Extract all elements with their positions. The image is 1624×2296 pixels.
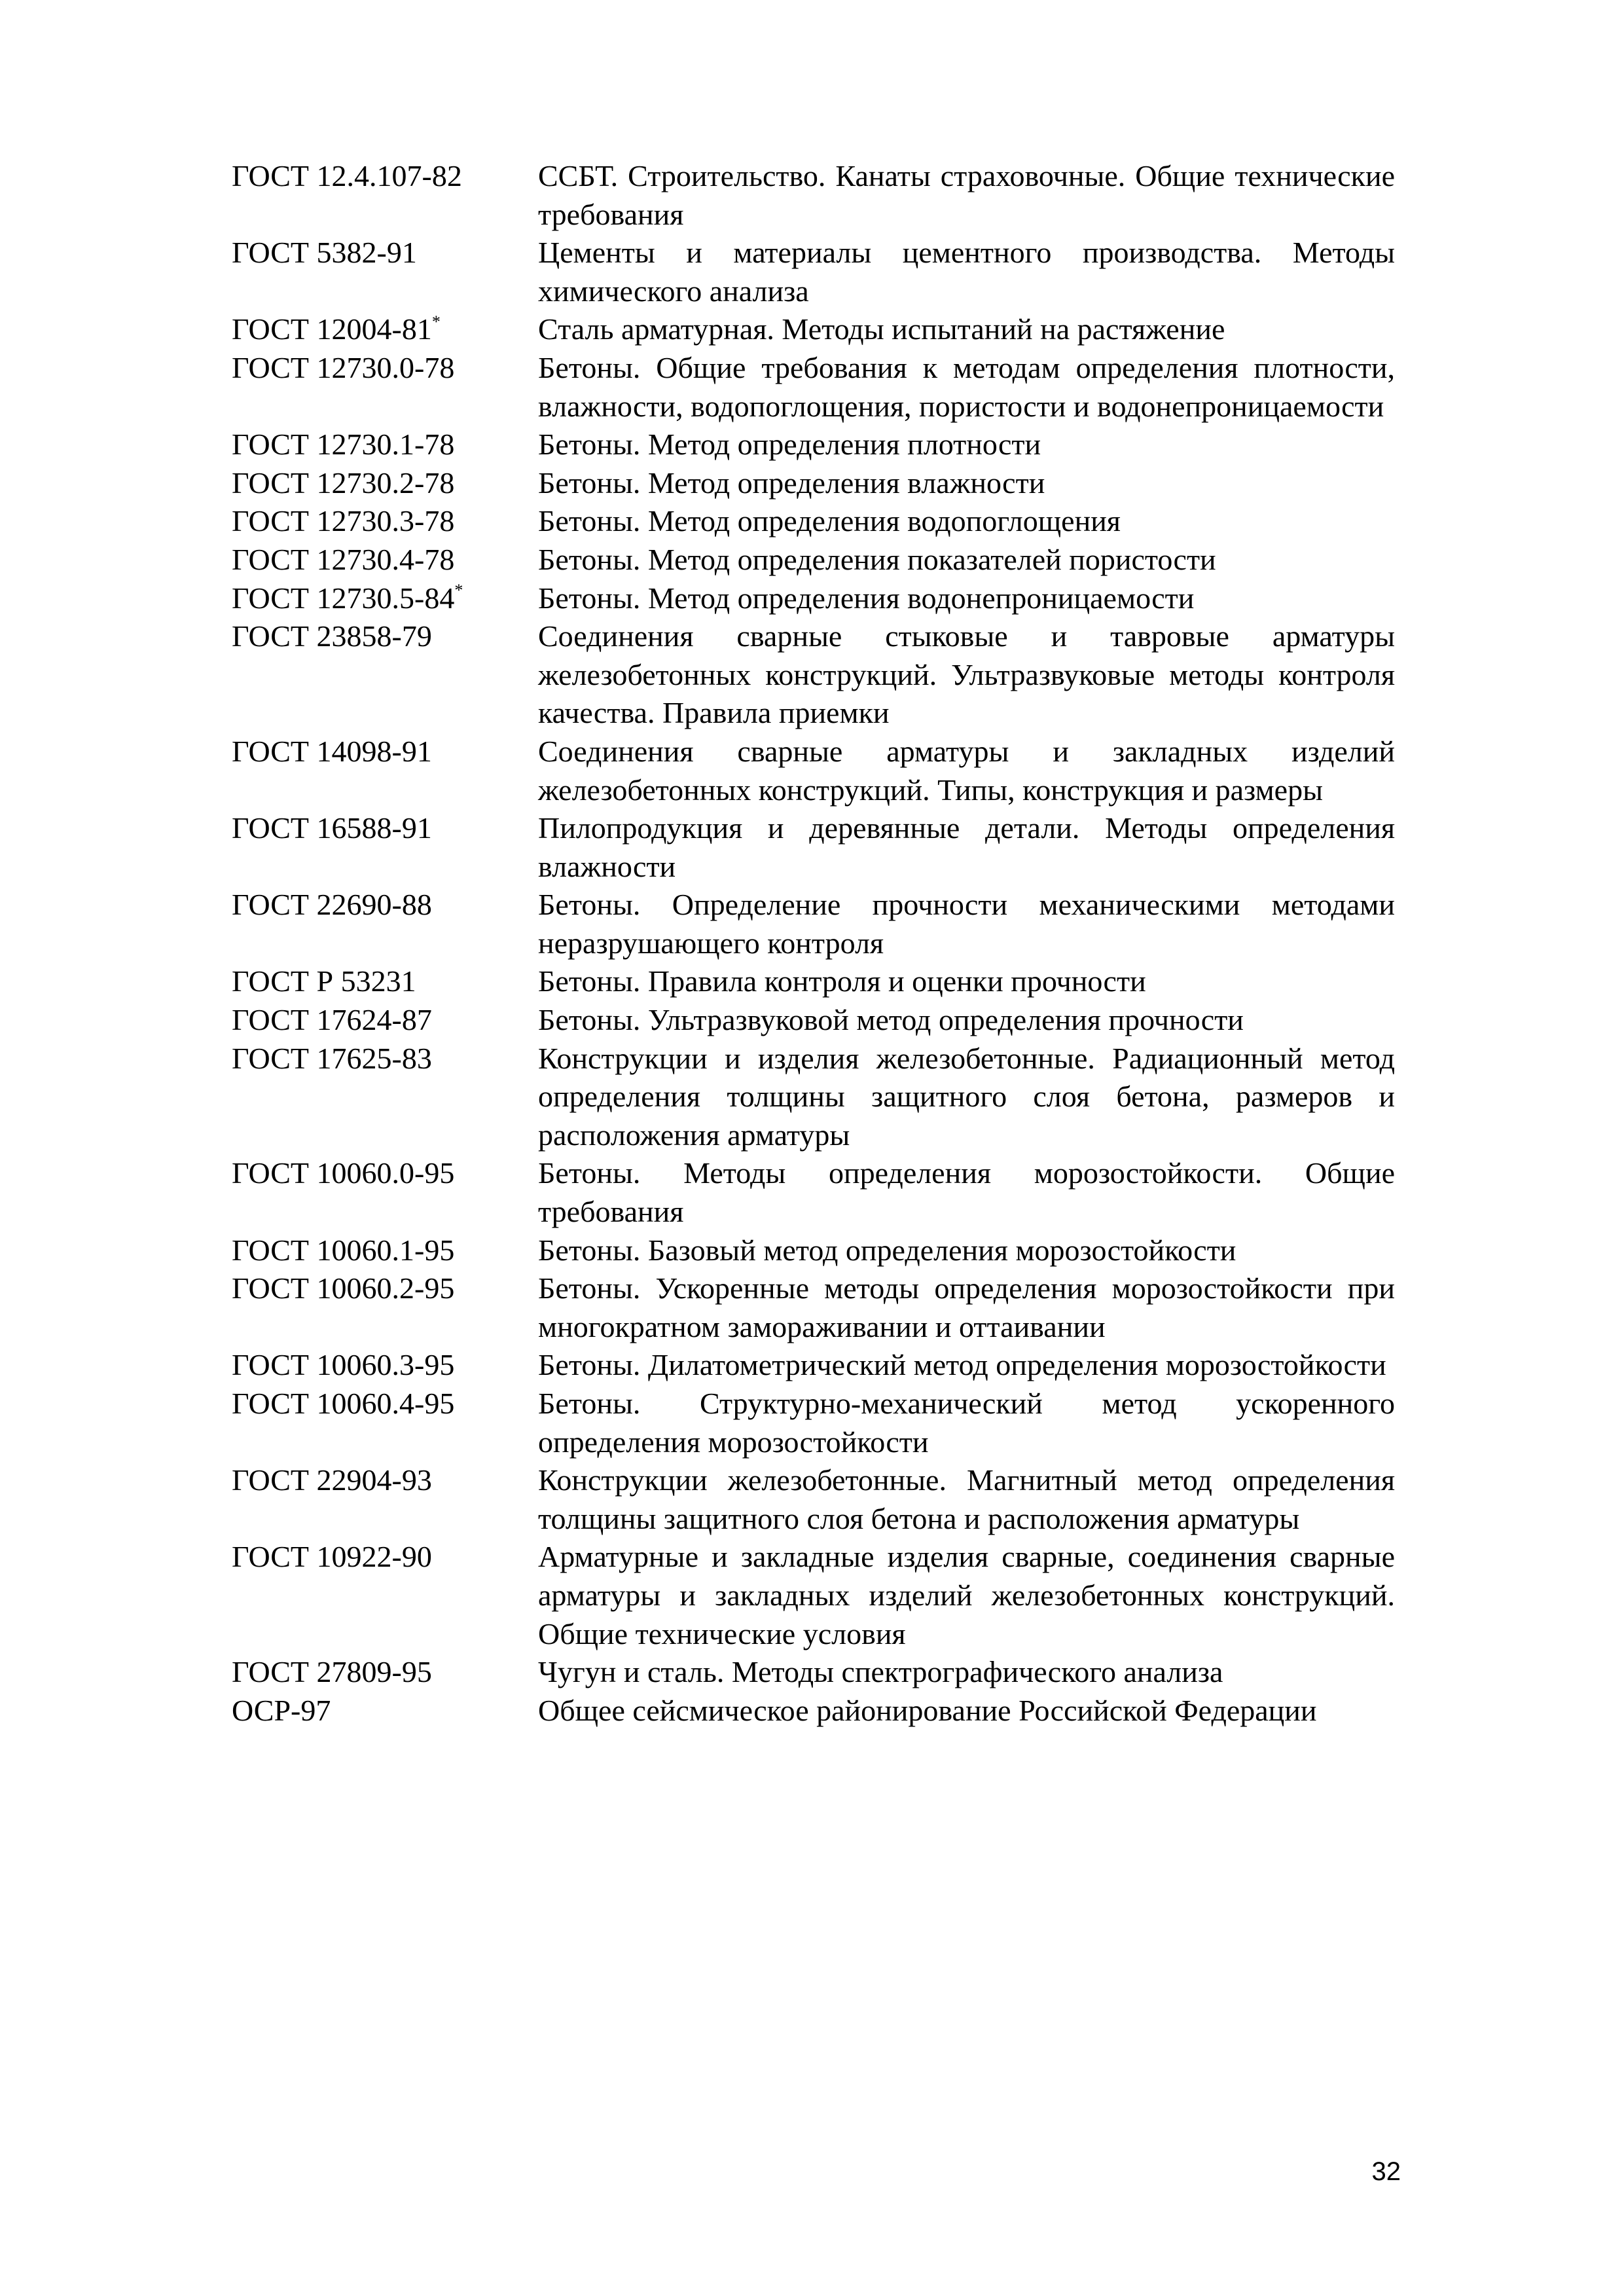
reference-row <box>232 809 1395 886</box>
standard-code-cell <box>232 617 538 733</box>
standard-code-cell <box>232 1154 538 1231</box>
standard-code-cell <box>232 541 538 579</box>
standard-code: ГОСТ 12730.4-78 <box>232 542 455 576</box>
reference-row <box>232 962 1395 1001</box>
reference-row <box>232 541 1395 579</box>
standard-code-cell <box>232 809 538 886</box>
standard-title: Бетоны. Определение прочности механическими методами неразрушающего контроля <box>538 888 1395 960</box>
standard-title: Бетоны. Методы определения морозостойкости. Общие требования <box>538 1156 1395 1229</box>
standard-code-cell <box>232 886 538 962</box>
reference-row <box>232 1001 1395 1040</box>
standard-code: ГОСТ 10060.4-95 <box>232 1387 455 1420</box>
standard-code: ГОСТ 12730.2-78 <box>232 465 455 500</box>
standard-code-cell <box>232 464 538 503</box>
standard-title: Бетоны. Метод определения плотности <box>538 428 1041 462</box>
standard-title: Бетоны. Метод определения показателей пористости <box>538 542 1216 576</box>
standard-title: Общее сейсмическое районирование Российской Федерации <box>538 1693 1317 1727</box>
standard-code: ГОСТ 12.4.107-82 <box>232 159 462 192</box>
standard-code-cell <box>232 579 538 618</box>
standard-code: ГОСТ 22690-88 <box>232 888 432 922</box>
reference-row <box>232 464 1395 503</box>
standard-code: ГОСТ 5382-91 <box>232 236 417 270</box>
standard-title: Бетоны. Метод определения влажности <box>538 465 1045 500</box>
reference-row <box>232 157 1395 234</box>
standard-title: Бетоны. Структурно-механический метод ускоренного определения морозостойкости <box>538 1387 1395 1459</box>
standard-code: ГОСТ 23858-79 <box>232 619 432 653</box>
reference-row <box>232 1461 1395 1538</box>
standard-title: Арматурные и закладные изделия сварные, соединения сварные арматуры и закладных изделий железобетонных конструкций. Общие технические условия <box>538 1540 1395 1650</box>
standard-code-cell <box>232 502 538 541</box>
reference-row <box>232 886 1395 962</box>
reference-row <box>232 579 1395 618</box>
standard-title: Бетоны. Базовый метод определения морозостойкости <box>538 1233 1236 1267</box>
reference-row <box>232 1385 1395 1461</box>
standard-code-cell <box>232 1231 538 1270</box>
standard-code: ГОСТ 12730.3-78 <box>232 504 455 538</box>
standard-title: Бетоны. Общие требования к методам определения плотности, влажности, водопоглощения, пористости и водонепроницаемости <box>538 350 1395 423</box>
standard-title: Конструкции железобетонные. Магнитный метод определения толщины защитного слоя бетона и расположения арматуры <box>538 1463 1395 1535</box>
standard-title: Сталь арматурная. Методы испытаний на растяжение <box>538 312 1225 346</box>
standard-code-cell <box>232 1269 538 1346</box>
references-body <box>232 157 1395 1730</box>
reference-row <box>232 1040 1395 1155</box>
standard-code: ГОСТ 10060.3-95 <box>232 1348 455 1382</box>
standard-code: ГОСТ 17624-87 <box>232 1003 432 1037</box>
standard-title: Цементы и материалы цементного производства. Методы химического анализа <box>538 236 1395 308</box>
standard-code: ГОСТ 12730.5-84 <box>232 581 455 615</box>
standard-code: ГОСТ 12004-81 <box>232 312 432 346</box>
standard-code-cell <box>232 157 538 234</box>
footnote-mark: * <box>431 312 441 332</box>
standard-code-cell <box>232 1040 538 1155</box>
standard-code-cell <box>232 1461 538 1538</box>
reference-row <box>232 1538 1395 1653</box>
standard-code-cell <box>232 234 538 310</box>
reference-row <box>232 1346 1395 1385</box>
standard-code-cell <box>232 1538 538 1653</box>
standard-title: Бетоны. Ультразвуковой метод определения прочности <box>538 1003 1244 1037</box>
standard-code-cell <box>232 1385 538 1461</box>
standard-code-cell <box>232 349 538 426</box>
reference-row <box>232 234 1395 310</box>
standard-title: Бетоны. Ускоренные методы определения морозостойкости при многократном замораживании и оттаивании <box>538 1271 1395 1343</box>
standard-code-cell <box>232 1653 538 1692</box>
standard-code-cell <box>232 310 538 349</box>
standard-code-cell <box>232 1692 538 1730</box>
reference-row <box>232 349 1395 426</box>
standard-title: Соединения сварные стыковые и тавровые арматуры железобетонных конструкций. Ультразвуковые методы контроля качества. Правила приемки <box>538 619 1395 730</box>
standard-code: ГОСТ 10060.2-95 <box>232 1271 455 1305</box>
reference-row <box>232 502 1395 541</box>
standard-title: ССБТ. Строительство. Канаты страховочные. Общие технические требования <box>538 159 1395 231</box>
standard-code-cell <box>232 962 538 1001</box>
standard-code: ГОСТ 10060.0-95 <box>232 1156 455 1190</box>
standard-code: ГОСТ 16588-91 <box>232 811 432 845</box>
standard-code-cell <box>232 426 538 464</box>
standard-code: ОСР-97 <box>232 1693 331 1727</box>
standard-title: Соединения сварные арматуры и закладных изделий железобетонных конструкций. Типы, конструкция и размеры <box>538 734 1395 807</box>
standard-code: ГОСТ 27809-95 <box>232 1655 432 1689</box>
standard-code: ГОСТ 10922-90 <box>232 1540 432 1574</box>
reference-row <box>232 617 1395 733</box>
standard-code: ГОСТ 12730.0-78 <box>232 350 455 384</box>
standard-code: ГОСТ 14098-91 <box>232 734 432 768</box>
standard-code-cell <box>232 1001 538 1040</box>
standard-title: Бетоны. Дилатометрический метод определения морозостойкости <box>538 1348 1386 1382</box>
standard-title: Бетоны. Метод определения водонепроницаемости <box>538 581 1195 615</box>
standard-code: ГОСТ Р 53231 <box>232 964 416 998</box>
reference-row <box>232 310 1395 349</box>
standard-title: Конструкции и изделия железобетонные. Радиационный метод определения толщины защитного слоя бетона, размеров и расположения арматуры <box>538 1041 1395 1152</box>
reference-row <box>232 1269 1395 1346</box>
standard-code-cell <box>232 1346 538 1385</box>
reference-row <box>232 1231 1395 1270</box>
reference-row <box>232 1653 1395 1692</box>
normative-references-table <box>232 157 1395 1730</box>
reference-row <box>232 426 1395 464</box>
page-number: 32 <box>1371 2157 1401 2186</box>
standard-title: Пилопродукция и деревянные детали. Методы определения влажности <box>538 811 1395 883</box>
standard-code: ГОСТ 22904-93 <box>232 1463 432 1497</box>
reference-row <box>232 1692 1395 1730</box>
reference-row <box>232 1154 1395 1231</box>
standard-code: ГОСТ 10060.1-95 <box>232 1233 455 1267</box>
reference-row <box>232 733 1395 809</box>
standard-title: Бетоны. Метод определения водопоглощения <box>538 504 1121 538</box>
standard-title: Чугун и сталь. Методы спектрографического анализа <box>538 1655 1223 1689</box>
standard-code: ГОСТ 17625-83 <box>232 1041 432 1075</box>
footnote-mark: * <box>454 581 463 600</box>
standard-code: ГОСТ 12730.1-78 <box>232 428 455 462</box>
standard-title: Бетоны. Правила контроля и оценки прочности <box>538 964 1146 998</box>
standard-code-cell <box>232 733 538 809</box>
